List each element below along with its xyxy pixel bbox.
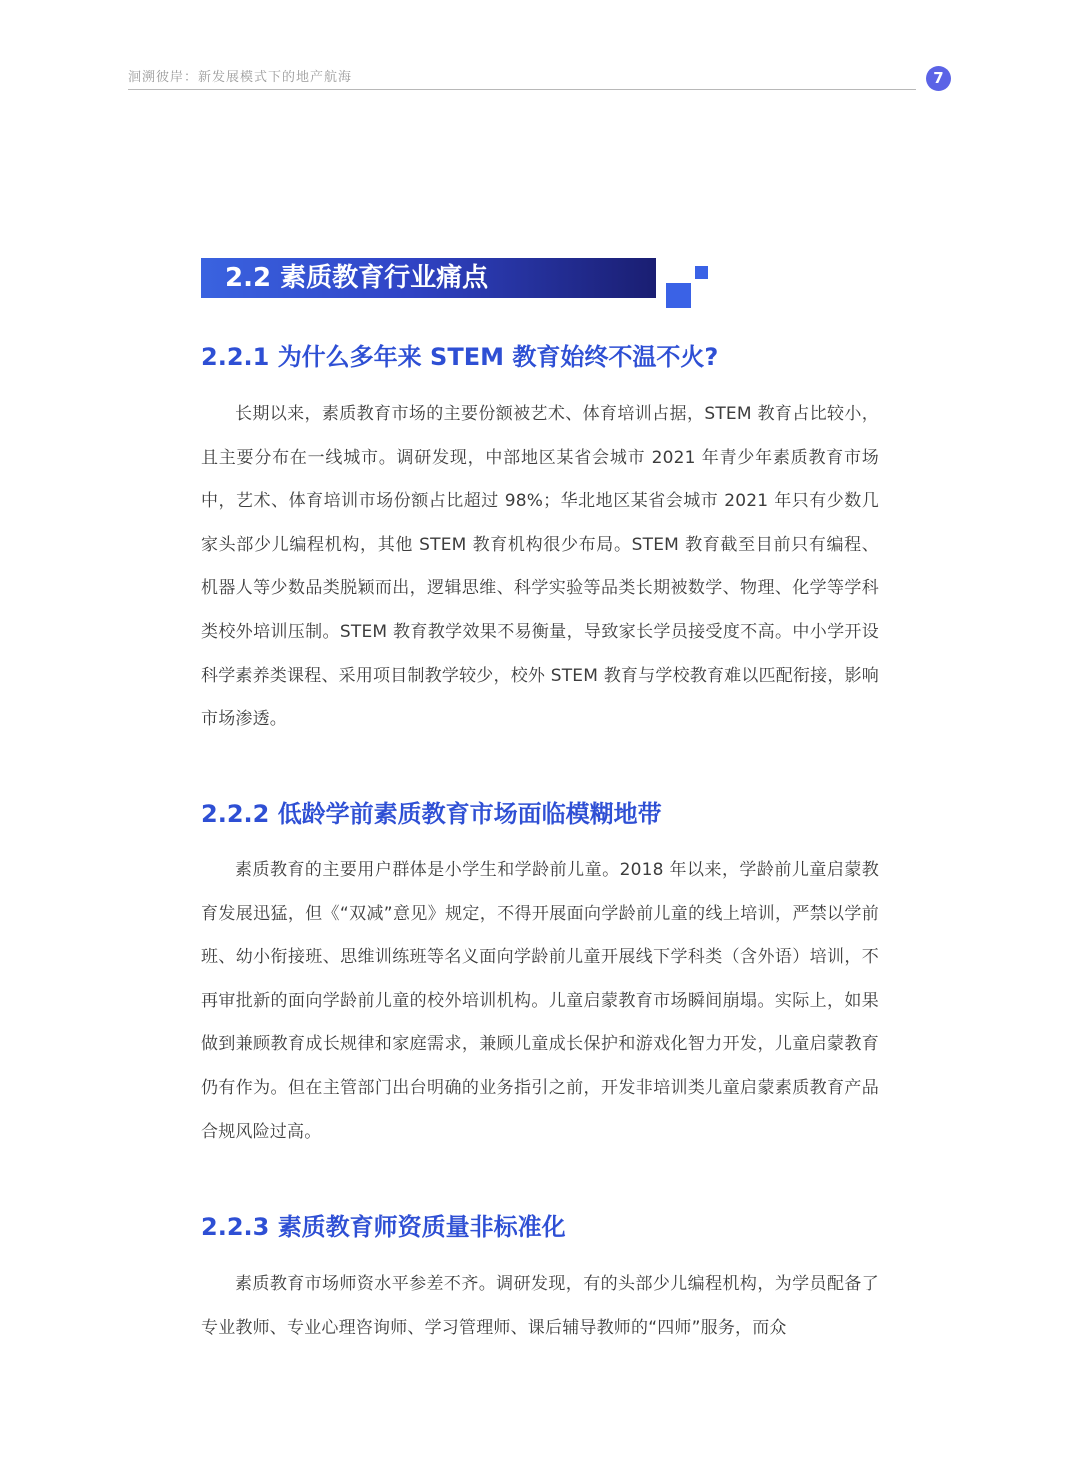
subsection-body-2-2-2: 素质教育的主要用户群体是小学生和学龄前儿童。2018 年以来，学龄前儿童启蒙教育发展迅猛，但《“双减”意见》规定，不得开展面向学龄前儿童的线上培训，严禁以学前班、幼小衔接班、思维训练班等名义面向学龄前儿童开展线下学科类（含外语）培训，不再审批新的面向学龄前儿童的校外培训机构。儿童启蒙教育市场瞬间崩塌。实际上，如果做到兼顾教育成长规律和家庭需求，兼顾儿童成长保护和游戏化智力开发，儿童启蒙教育仍有作为。但在主管部门出台明确的业务指引之前，开发非培训类儿童启蒙素质教育产品合规风险过高。 — [201, 860, 879, 1142]
subsection-heading-2-2-1: 2.2.1 为什么多年来 STEM 教育始终不温不火? — [201, 343, 719, 371]
header-divider — [128, 89, 916, 90]
subsection-heading-2-2-3: 2.2.3 素质教育师资质量非标准化 — [201, 1213, 566, 1241]
subsection-heading-2-2-2: 2.2.2 低龄学前素质教育市场面临模糊地带 — [201, 800, 662, 828]
decorative-square-large — [666, 283, 691, 308]
subsection-body-2-2-3: 素质教育市场师资水平参差不齐。调研发现，有的头部少儿编程机构，为学员配备了专业教师、专业心理咨询师、学习管理师、课后辅导教师的“四师”服务，而众 — [201, 1274, 879, 1338]
subsection-body-2-2-1: 长期以来，素质教育市场的主要份额被艺术、体育培训占据，STEM 教育占比较小，且主要分布在一线城市。调研发现，中部地区某省会城市 2021 年青少年素质教育市场中，艺术、体育培训市场份额占比超过 98%；华北地区某省会城市 2021 年只有少数几家头部少儿编程机构，其他 STEM 教育机构很少布局。STEM 教育截至目前只有编程、机器人等少数品类脱颖而出，逻辑思维、科学实验等品类长期被数学、物理、化学等学科类校外培训压制。STEM 教育教学效果不易衡量，导致家长学员接受度不高。中小学开设科学素养类课程、采用项目制教学较少，校外 STEM 教育与学校教育难以匹配衔接，影响市场渗透。 — [201, 404, 879, 730]
decorative-square-small — [695, 266, 708, 279]
section-title-banner: 2.2 素质教育行业痛点 — [201, 258, 656, 298]
running-header-title: 洄溯彼岸：新发展模式下的地产航海 — [128, 70, 353, 85]
page-number-badge: 7 — [926, 66, 951, 91]
